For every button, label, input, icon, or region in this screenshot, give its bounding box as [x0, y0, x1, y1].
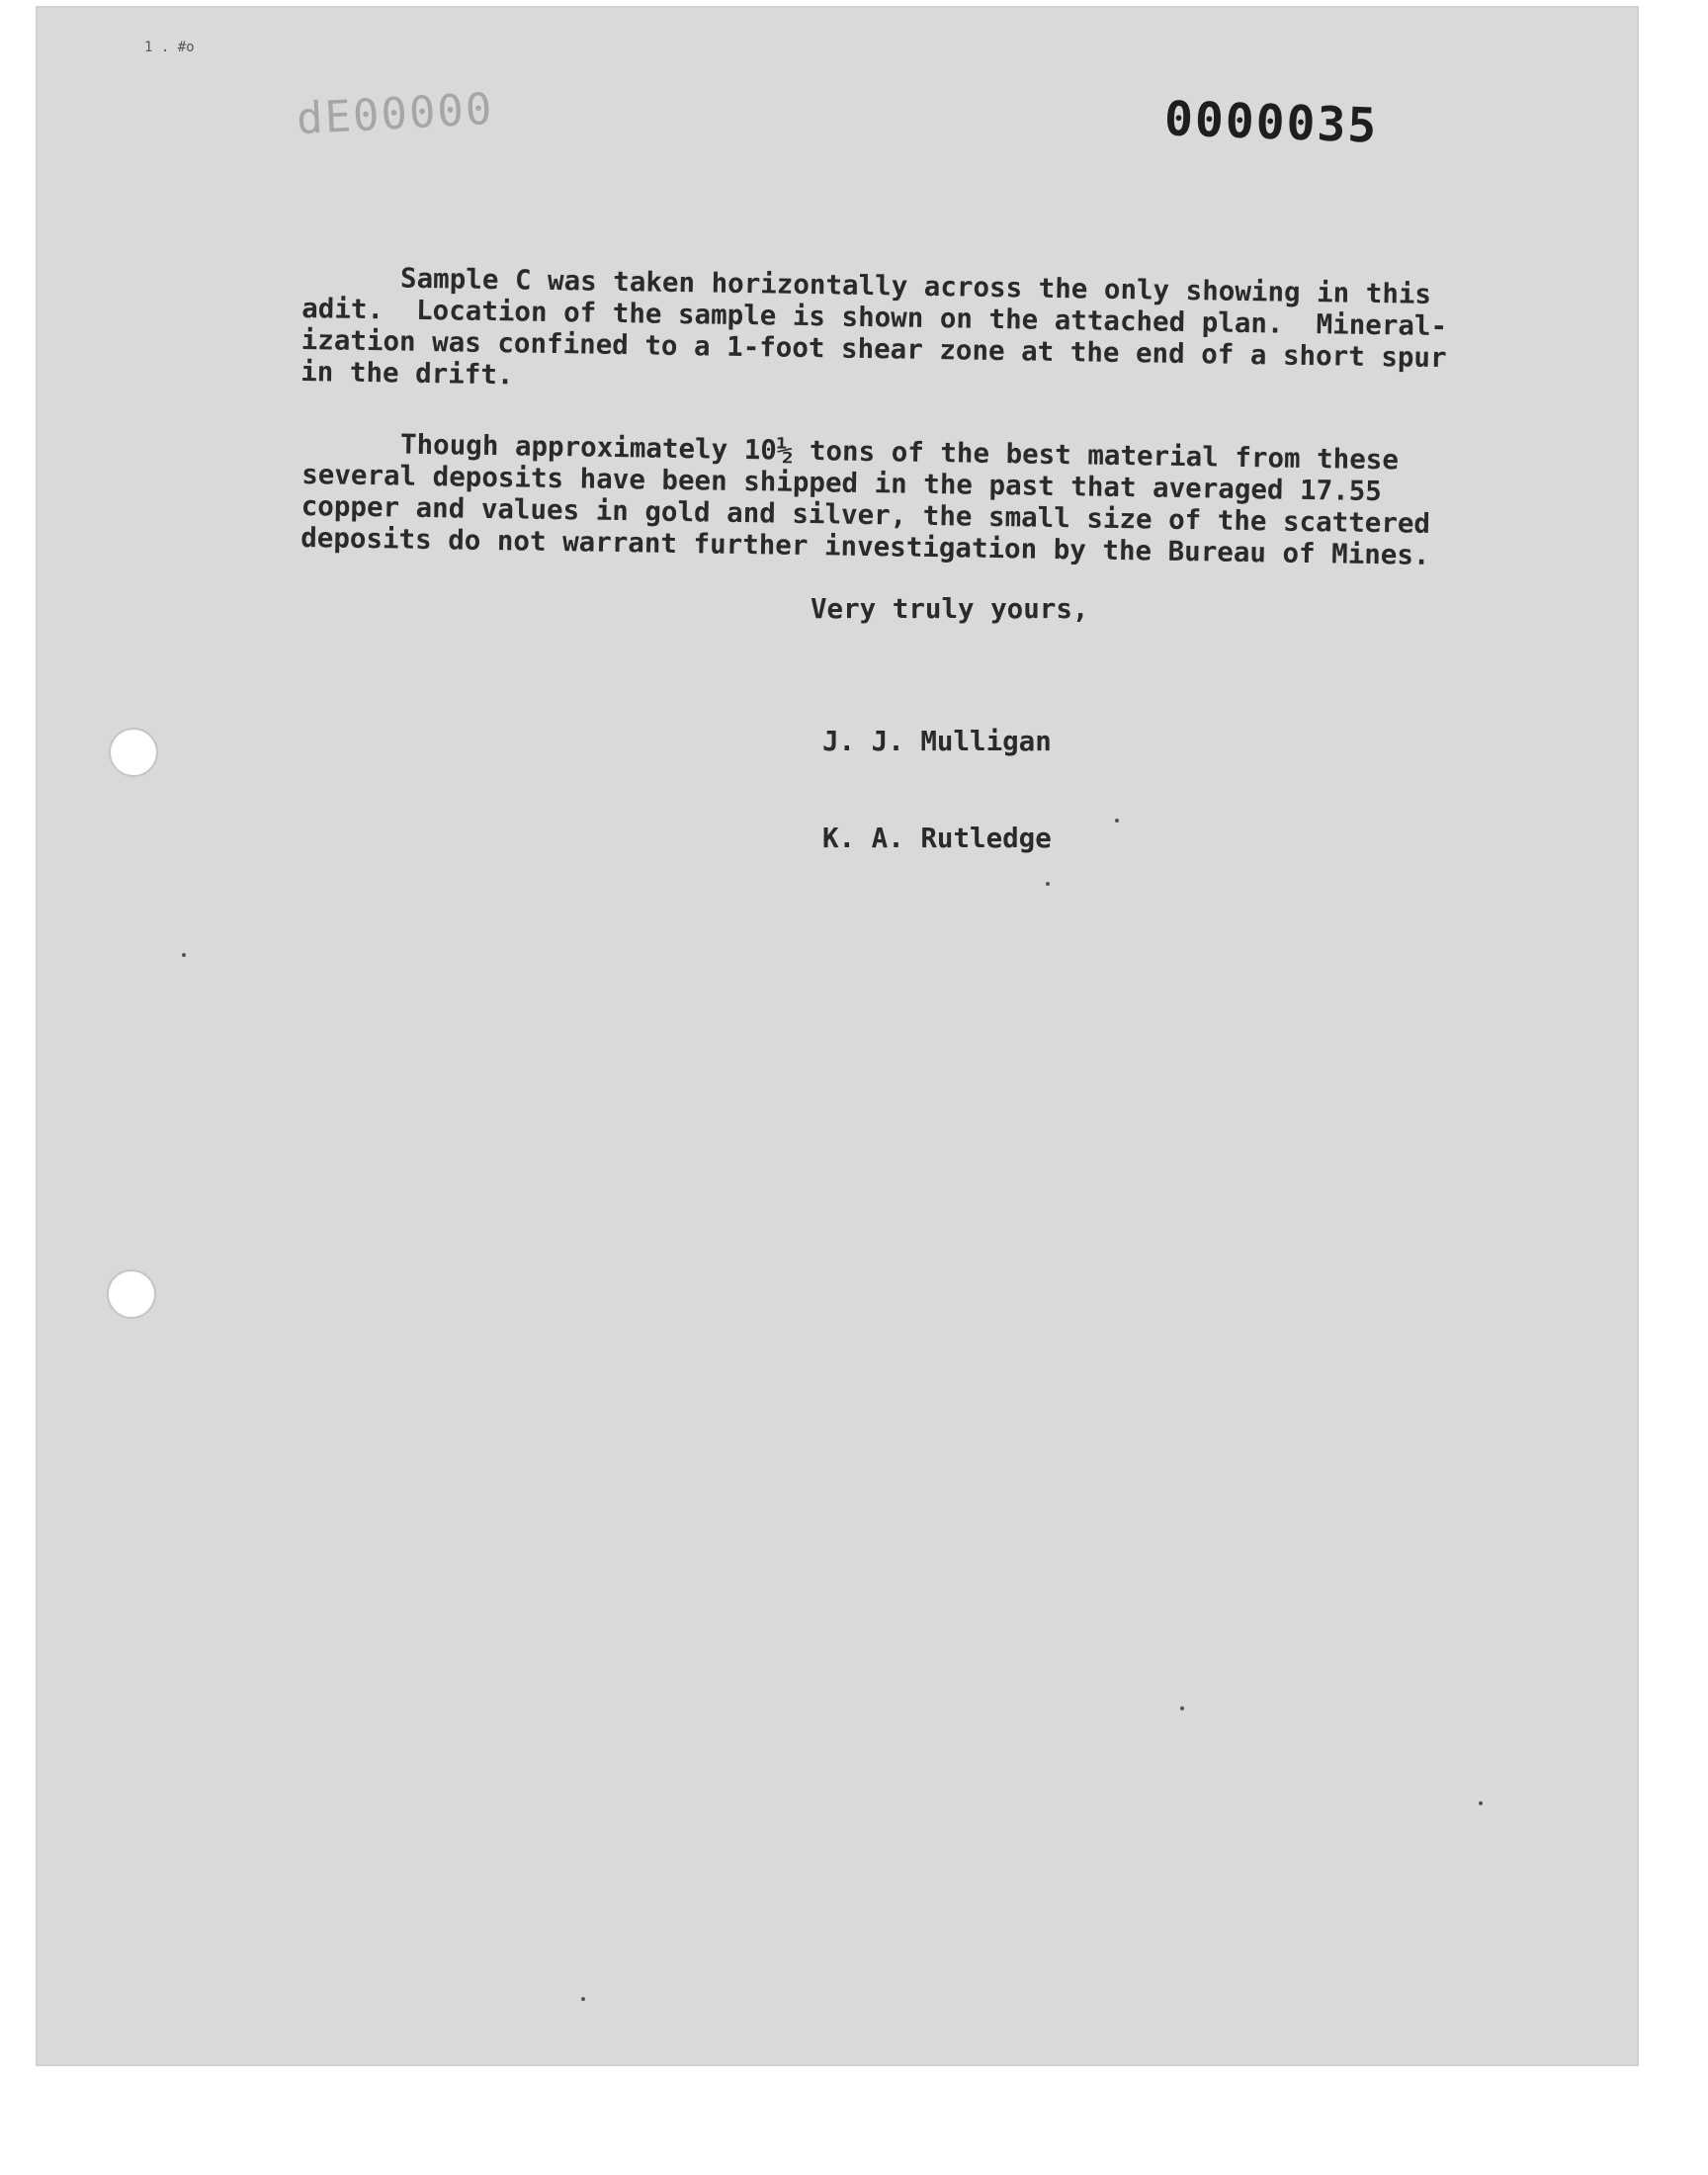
body-paragraph-2: Though approximately 10½ tons of the best material from these several deposits have been shipped in the past that averaged 17.55 copper and values in gold and silver, the small size of the scattered deposits do not warrant further investigation by the Bureau of Mines. [299, 427, 1431, 571]
paper-speck [581, 1997, 585, 2001]
binder-hole-top [111, 730, 156, 775]
paper-speck [1046, 882, 1050, 886]
paper-speck [1180, 1706, 1184, 1710]
faint-stamp-number: dE00000 [295, 83, 495, 145]
signature-rutledge: K. A. Rutledge [822, 823, 1052, 854]
body-paragraph-1: Sample C was taken horizontally across the only showing in this adit. Location of the sample is shown on the attached plan. Mineral- ization was confined to a 1-foot shear zone at the end of a short spur in the drift. [299, 261, 1448, 392]
binder-hole-bottom [109, 1271, 154, 1317]
closing-salutation: Very truly yours, [811, 593, 1089, 625]
corner-mark: 1 . #o [144, 40, 195, 55]
paper-speck [182, 953, 186, 957]
page-stamp-number: 0000035 [1163, 91, 1380, 154]
paper-speck [1115, 819, 1119, 823]
paper-speck [1479, 1801, 1483, 1805]
signature-mulligan: J. J. Mulligan [822, 726, 1052, 757]
